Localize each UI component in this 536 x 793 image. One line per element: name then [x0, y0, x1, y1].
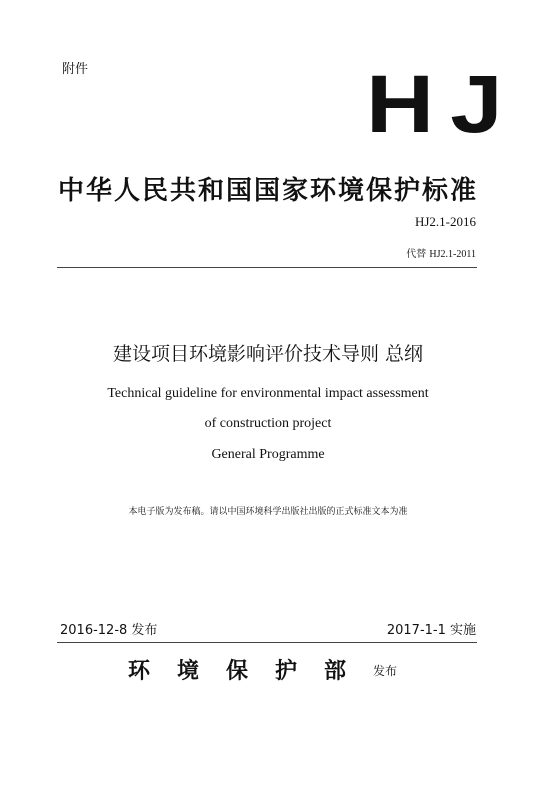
standard-number: HJ2.1-2016	[414, 214, 476, 229]
english-title-line-1: Technical guideline for environmental impact assessment	[107, 386, 429, 401]
replaces-prefix: 代替	[406, 249, 427, 260]
english-title-line-3: General Programme	[211, 447, 325, 462]
implementation-date: 2017-1-1 实施	[386, 623, 476, 638]
replaces-standard	[406, 245, 476, 260]
national-standard-heading: 中华人民共和国国家环境保护标准	[58, 176, 479, 206]
replaces-number: HJ2.1-2011	[429, 249, 476, 260]
electronic-version-notice: 本电子版为发布稿。请以中国环境科学出版社出版的正式标准文本为准	[128, 507, 408, 517]
issue-date: 2016-12-8 发布	[60, 623, 158, 638]
hj-logo: HJ	[366, 59, 519, 150]
bottom-divider	[57, 642, 477, 643]
issuing-ministry: 环境保护部	[128, 659, 374, 684]
english-title-line-2: of construction project	[204, 416, 332, 431]
attachment-label: 附件	[62, 62, 89, 77]
publish-label: 发布	[373, 664, 398, 678]
top-divider	[57, 267, 477, 268]
chinese-title: 建设项目环境影响评价技术导则 总纲	[112, 343, 424, 365]
